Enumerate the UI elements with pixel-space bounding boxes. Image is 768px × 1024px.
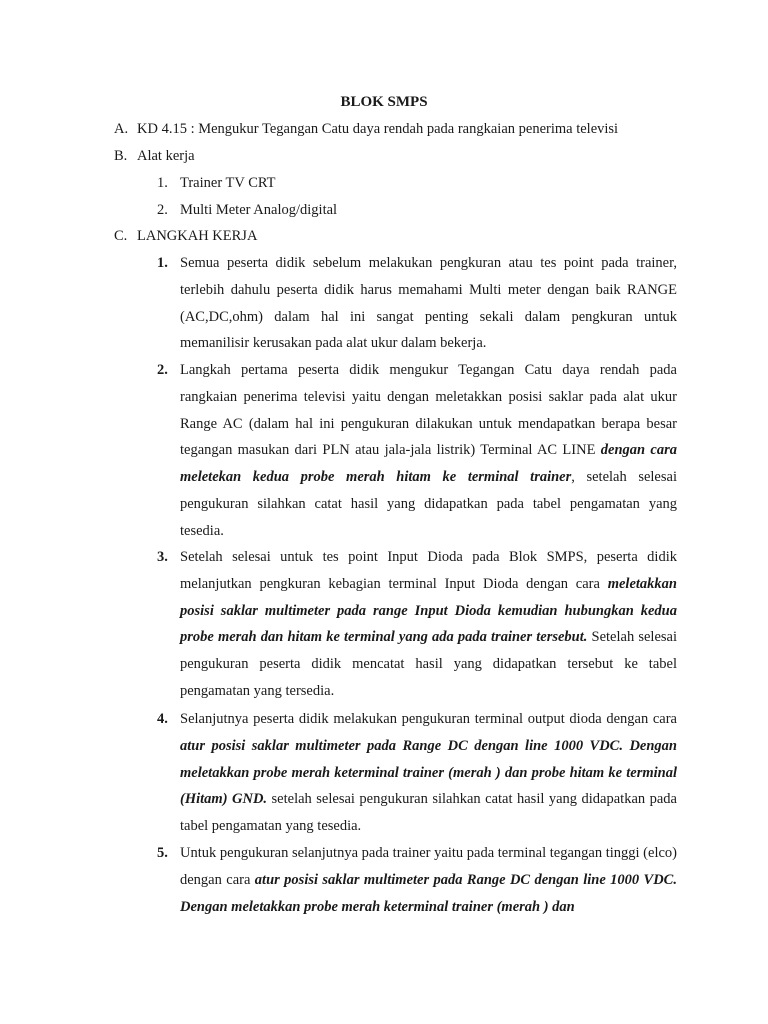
tool-item-text: Trainer TV CRT xyxy=(180,175,276,191)
step-text: setelah selesai pengukuran silahkan catat hasil yang didapatkan pada tabel pengamatan yang tesedia. xyxy=(180,791,677,835)
section-b-label: B. xyxy=(114,148,128,164)
step-emphasis: atur posisi saklar multimeter pada Range DC dengan line 1000 VDC. Dengan meletakkan probe merah keterminal trainer (merah ) dan xyxy=(180,871,677,915)
step-paragraph xyxy=(180,250,677,357)
step-text: Untuk pengukuran selanjutnya pada trainer yaitu pada terminal tegangan tinggi (elco) dengan cara xyxy=(180,845,677,888)
step-text: Langkah pertama peserta didik mengukur Tegangan Catu daya rendah pada rangkaian penerima televisi yaitu dengan meletakkan posisi saklar pada alat ukur Range AC (dalam hal ini pengukuran dilakukan untuk mendapatkan berapa besar tegangan masukan dari PLN atau jala-jala listrik) Terminal AC LINE xyxy=(180,362,677,459)
step-number: 5. xyxy=(157,845,168,861)
step-text: Semua peserta didik sebelum melakukan pengkuran atau tes point pada trainer, terlebih dahulu peserta didik harus memahami Multi meter dengan baik RANGE (AC,DC,ohm) dalam hal ini sangat penting sekali dalam pengkuran untuk memanilisir kerusakan pada alat ukur dalam bekerja. xyxy=(180,255,677,352)
section-a-text: KD 4.15 : Mengukur Tegangan Catu daya rendah pada rangkaian penerima televisi xyxy=(137,121,619,137)
step-text: Setelah selesai pengukuran peserta didik mencatat hasil yang didapatkan tersebut ke tabel pengamatan yang tersedia. xyxy=(180,629,677,699)
step-number: 4. xyxy=(157,711,168,727)
tool-item-number: 1. xyxy=(157,175,168,191)
section-b-text: Alat kerja xyxy=(137,148,195,164)
step-paragraph xyxy=(180,544,677,705)
step-text: Setelah selesai untuk tes point Input Dioda pada Blok SMPS, peserta didik melanjutkan pengkuran kebagian terminal Input Dioda dengan cara xyxy=(180,549,677,592)
step-paragraph xyxy=(180,840,677,920)
step-emphasis: dengan cara meletekan kedua probe merah hitam ke terminal trainer xyxy=(180,442,677,486)
step-text: , setelah selesai pengukuran silahkan catat hasil yang didapatkan pada tabel pengamatan yang tesedia. xyxy=(180,469,677,539)
step-text: Selanjutnya peserta didik melakukan pengukuran terminal output dioda dengan cara xyxy=(180,711,677,727)
document-title: BLOK SMPS xyxy=(340,94,428,110)
step-number: 3. xyxy=(157,549,168,565)
section-c-text: LANGKAH KERJA xyxy=(137,228,258,244)
step-emphasis: atur posisi saklar multimeter pada Range DC dengan line 1000 VDC. Dengan meletakkan probe merah keterminal trainer (merah ) dan probe hitam ke terminal (Hitam) GND. xyxy=(180,737,677,808)
tool-item-number: 2. xyxy=(157,202,168,218)
tool-item-text: Multi Meter Analog/digital xyxy=(180,202,338,218)
step-number: 2. xyxy=(157,362,168,378)
step-emphasis: meletakkan posisi saklar multimeter pada range Input Dioda kemudian hubungkan kedua probe merah dan hitam ke terminal yang ada pada trainer tersebut. xyxy=(180,575,677,646)
section-a-label: A. xyxy=(114,121,129,137)
step-paragraph xyxy=(180,706,677,840)
step-number: 1. xyxy=(157,255,168,271)
step-paragraph xyxy=(180,357,677,545)
section-c-label: C. xyxy=(114,228,128,244)
